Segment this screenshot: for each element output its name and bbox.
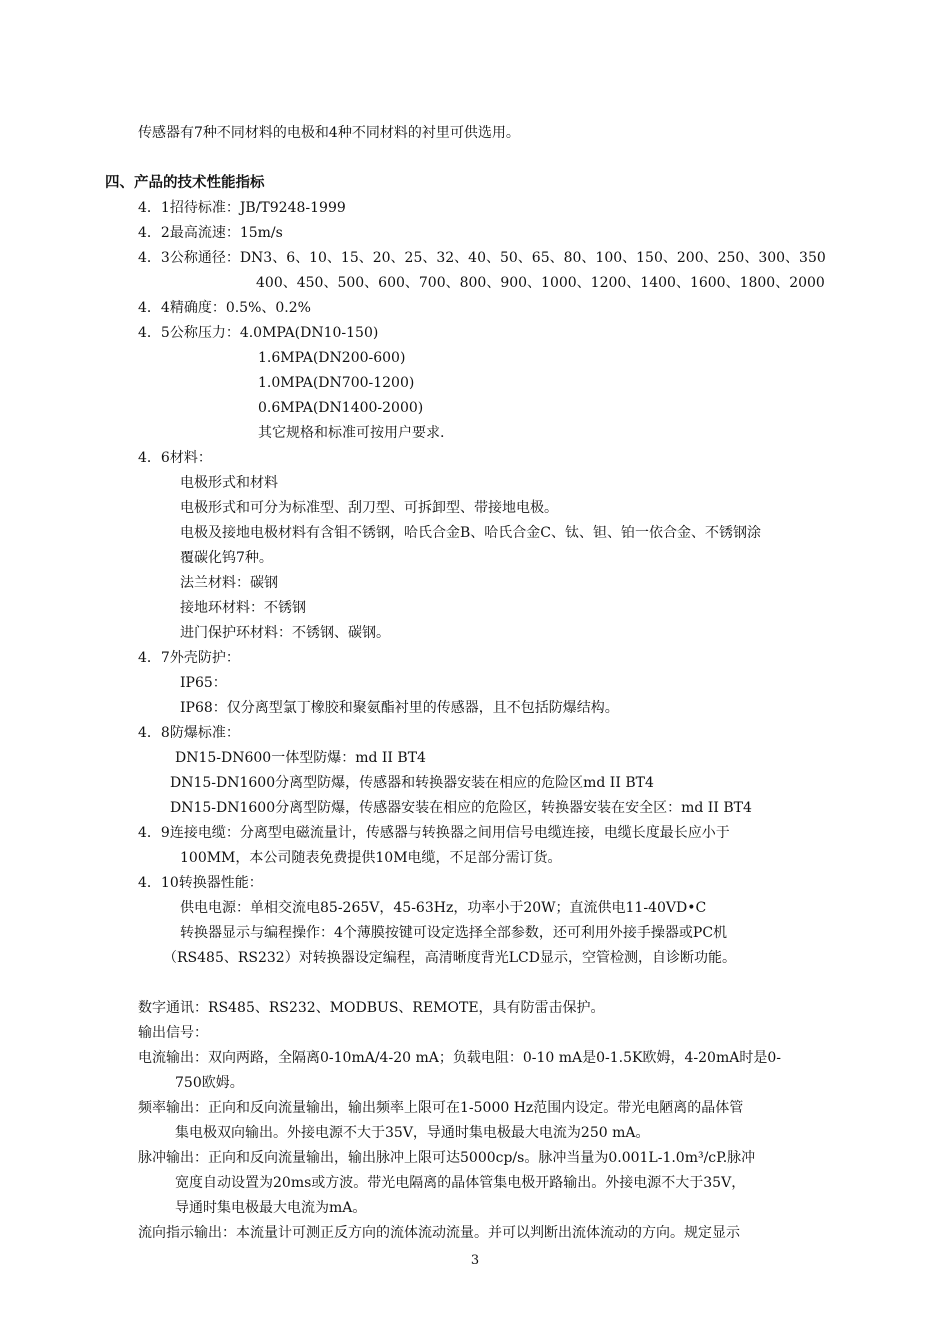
direction-output: 流向指示输出：本流量计可测正反方向的流体流动流量。并可以判断出流体流动的方向。规定显示 <box>138 1225 740 1241</box>
spec-nominal-diameter-cont: 400、450、500、600、700、800、900、1000、1200、1400、1600、1800、2000 <box>256 275 825 291</box>
intro-paragraph: 传感器有7种不同材料的电极和4种不同材料的衬里可供选用。 <box>138 125 520 141</box>
material-electrode-materials-cont: 覆碳化钨7种。 <box>180 550 273 566</box>
material-protection-ring: 进门保护环材料：不锈钢、碳钢。 <box>180 625 390 641</box>
spec-converter: 4．10转换器性能： <box>138 875 263 891</box>
spec-explosion: 4．8防爆标准： <box>138 725 240 741</box>
explosion-integral: DN15-DN600一体型防爆：md II BT4 <box>175 750 426 766</box>
material-ground-ring: 接地环材料：不锈钢 <box>180 600 306 616</box>
spec-nominal-diameter: 4．3公称通径：DN3、6、10、15、20、25、32、40、50、65、80、100、150、200、250、300、350 <box>138 250 826 266</box>
current-output: 电流输出：双向两路，全隔离0-10mA/4-20 mA；负载电阻：0-10 mA是0-1.5K欧姆，4-20mA时是0- <box>138 1050 781 1066</box>
output-title: 输出信号： <box>138 1025 208 1041</box>
spec-pressure-note: 其它规格和标准可按用户要求. <box>258 425 445 441</box>
spec-pressure: 4．5公称压力：4.0MPA(DN10-150) <box>138 325 379 341</box>
spec-cable: 4．9连接电缆：分离型电磁流量计，传感器与转换器之间用信号电缆连接，电缆长度最长应小于 <box>138 825 730 841</box>
spec-max-velocity: 4．2最高流速：15m/s <box>138 225 283 241</box>
enclosure-ip65: IP65： <box>180 675 227 691</box>
page-number: 3 <box>470 1253 480 1268</box>
material-electrode-materials: 电极及接地电极材料有含钼不锈钢，哈氏合金B、哈氏合金C、钛、钽、铂一依合金、不锈钢涂 <box>180 525 761 541</box>
spec-cable-cont: 100MM，本公司随表免费提供10M电缆，不足部分需订货。 <box>180 850 562 866</box>
spec-standard: 4．1招待标准：JB/T9248-1999 <box>138 200 346 216</box>
spec-pressure-4: 0.6MPA(DN1400-2000) <box>258 400 424 416</box>
pulse-output-cont-2: 导通时集电极最大电流为mA。 <box>175 1200 367 1216</box>
explosion-separate-2: DN15-DN1600分离型防爆，传感器安装在相应的危险区，转换器安装在安全区：md II BT4 <box>170 800 752 816</box>
explosion-separate-1: DN15-DN1600分离型防爆，传感器和转换器安装在相应的危险区md II BT4 <box>170 775 654 791</box>
material-electrode-title: 电极形式和材料 <box>180 475 278 491</box>
spec-pressure-3: 1.0MPA(DN700-1200) <box>258 375 415 391</box>
current-output-cont: 750欧姆。 <box>175 1075 244 1091</box>
section-heading: 四、产品的技术性能指标 <box>105 175 265 191</box>
pulse-output-cont: 宽度自动设置为20ms或方波。带光电隔离的晶体管集电极开路输出。外接电源不大于35V， <box>175 1175 746 1191</box>
spec-material: 4．6材料： <box>138 450 212 466</box>
converter-display: 转换器显示与编程操作：4个薄膜按键可设定选择全部参数，还可利用外接手操器或PC机 <box>180 925 728 941</box>
enclosure-ip68: IP68：仅分离型氯丁橡胶和聚氨酯衬里的传感器，且不包括防爆结构。 <box>180 700 619 716</box>
converter-power: 供电电源：单相交流电85-265V，45-63Hz，功率小于20W；直流供电11-40VD•C <box>180 900 707 916</box>
frequency-output-cont: 集电极双向输出。外接电源不大于35V，导通时集电极最大电流为250 mA。 <box>175 1125 650 1141</box>
frequency-output: 频率输出：正向和反向流量输出，输出频率上限可在1-5000 Hz范围内设定。带光电陋离的晶体管 <box>138 1100 744 1116</box>
digital-comm: 数字通讯：RS485、RS232、MODBUS、REMOTE，具有防雷击保护。 <box>138 1000 605 1016</box>
spec-enclosure: 4．7外壳防护： <box>138 650 240 666</box>
spec-accuracy: 4．4精确度：0.5%、0.2% <box>138 300 311 316</box>
pulse-output: 脉冲输出：正向和反向流量输出，输出脉冲上限可达5000cp/s。脉冲当量为0.001L-1.0m³/cP.脉冲 <box>138 1150 756 1166</box>
material-electrode-types: 电极形式和可分为标准型、刮刀型、可拆卸型、带接地电极。 <box>180 500 558 516</box>
converter-display-cont: （RS485、RS232）对转换器设定编程，高清晰度背光LCD显示，空管检测，自诊断功能。 <box>163 950 736 966</box>
material-flange: 法兰材料：碳钢 <box>180 575 278 591</box>
spec-pressure-2: 1.6MPA(DN200-600) <box>258 350 406 366</box>
